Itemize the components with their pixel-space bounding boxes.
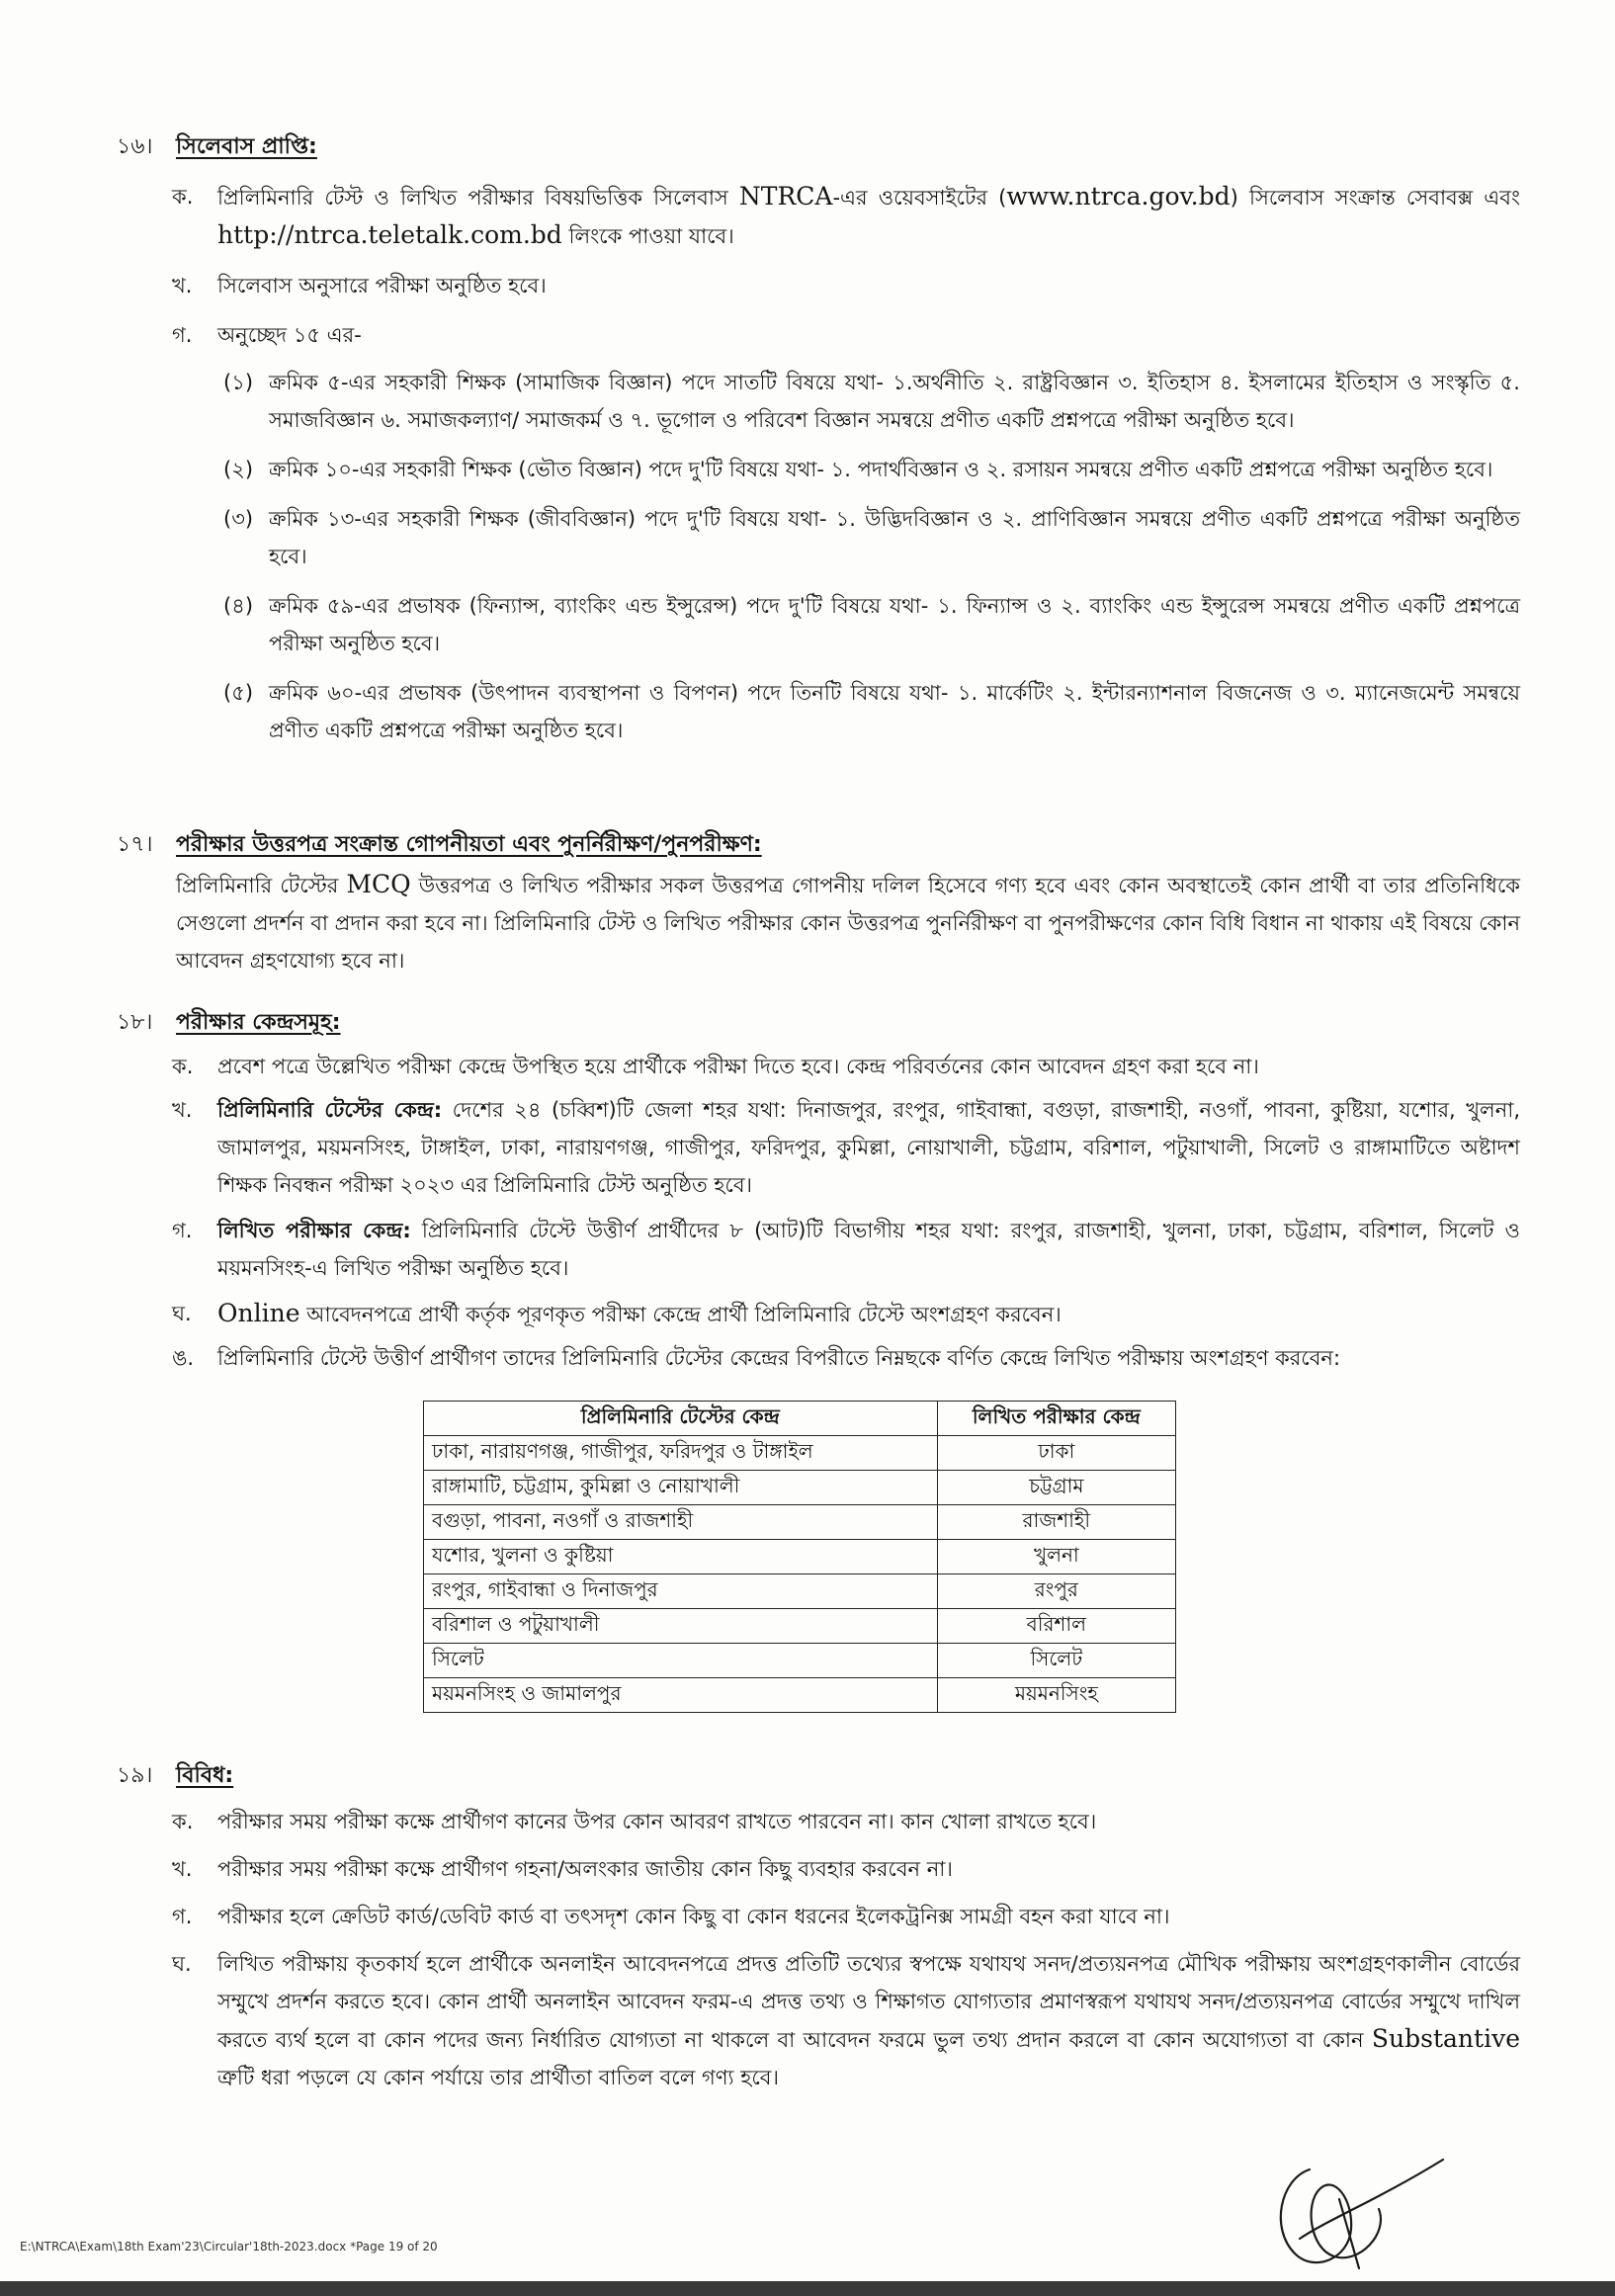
section-19 [117,1759,1520,2096]
section-title: পরীক্ষার কেন্দ্রসমূহ: [176,1010,341,1035]
latin-text: Substantive [1371,2024,1520,2053]
table-cell: ঢাকা, নারায়ণগঞ্জ, গাজীপুর, ফরিদপুর ও টাঙ্গাইল [424,1436,938,1471]
table-cell: খুলনা [937,1540,1175,1574]
item-text: প্রিলিমিনারি টেস্ট ও লিখিত পরীক্ষার বিষয়ভিত্তিক সিলেবাস NTRCA-এর ওয়েবসাইটের (www.ntrca.gov.bd) সিলেবাস সংক্রান্ত সেবাবক্স এবং http://ntrca.teletalk.com.bd লিংকে পাওয়া যাবে। [217,182,1520,249]
list-item [117,1803,1520,1840]
list-item [117,1091,1520,1204]
item-marker: ক. [172,1810,194,1833]
sub-item [223,500,1520,575]
item-text: প্রিলিমিনারি টেস্টে উত্তীর্ণ প্রার্থীগণ তাদের প্রিলিমিনারি টেস্টের কেন্দ্রের বিপরীতে নিম্নছকে বর্ণিত কেন্দ্রে লিখিত পরীক্ষায় অংশগ্রহণ করবেন: [217,1346,1341,1370]
item-label: লিখিত পরীক্ষার কেন্দ্র: [217,1219,411,1242]
table-cell: ময়মনসিংহ [937,1678,1175,1713]
latin-text: Online [217,1299,300,1327]
list-item [117,316,1520,354]
latin-text: NTRCA [738,182,833,211]
section-17 [117,828,1520,979]
website-link[interactable]: www.ntrca.gov.bd [1006,182,1231,211]
table-row [424,1644,1176,1678]
item-marker: ঘ. [172,1302,192,1325]
table-row [424,1609,1176,1644]
list-item [117,178,1520,255]
sub-item [223,451,1520,488]
item-marker: ক. [172,185,194,209]
item-marker: গ. [172,1905,193,1928]
section-18 [117,1006,1520,1377]
table-cell: চট্টগ্রাম [937,1471,1175,1505]
item-marker: ক. [172,1055,194,1078]
table-cell: রংপুর, গাইবান্ধা ও দিনাজপুর [424,1574,938,1609]
latin-text: MCQ [346,870,411,898]
item-marker: ঙ. [172,1346,195,1370]
table-row [424,1540,1176,1574]
section-title: সিলেবাস প্রাপ্তি: [176,134,317,159]
list-item [117,1048,1520,1085]
item-text: পরীক্ষার সময় পরীক্ষা কক্ষে প্রার্থীগণ কানের উপর কোন আবরণ রাখতে পারবেন না। কান খোলা রাখতে হবে। [217,1810,1097,1833]
section-16 [117,130,1520,749]
table-cell: সিলেট [937,1644,1175,1678]
item-text: অনুচ্ছেদ ১৫ এর- [217,323,362,347]
item-marker: গ. [172,1219,193,1242]
item-label: প্রিলিমিনারি টেস্টের কেন্দ্র: [217,1098,443,1122]
section-number: ১৮। [117,1010,153,1035]
footer-path: E:\NTRCA\Exam\18th Exam'23\Circular'18th-2023.docx *Page 19 of 20 [20,2240,438,2253]
scan-edge [0,2281,1615,2296]
table-row [424,1678,1176,1713]
sub-item [223,364,1520,439]
signature-icon [1240,2140,1448,2278]
list-item [117,1339,1520,1377]
table-row [424,1436,1176,1471]
table-cell: ঢাকা [937,1436,1175,1471]
section-number: ১৬। [117,134,153,159]
item-text: পরীক্ষার হলে ক্রেডিট কার্ড/ডেবিট কার্ড বা তৎসদৃশ কোন কিছু বা কোন ধরনের ইলেকট্রনিক্স সামগ্রী বহন করা যাবে না। [217,1905,1170,1928]
list-item [117,1898,1520,1935]
item-marker: ঘ. [172,1952,192,1976]
list-item [117,1850,1520,1888]
paragraph: প্রিলিমিনারি টেস্টের MCQ উত্তরপত্র ও লিখিত পরীক্ষার সকল উত্তরপত্র গোপনীয় দলিল হিসেবে গণ্য হবে এবং কোন অবস্থাতেই কোন প্রার্থী বা তার প্রতিনিধিকে সেগুলো প্রদর্শন বা প্রদান করা হবে না। প্রিলিমিনারি টেস্ট ও লিখিত পরীক্ষার কোন উত্তরপত্র পুনর্নিরীক্ষণ বা পুনপরীক্ষণের কোন বিধি বিধান না থাকায় এই বিষয়ে কোন আবেদন গ্রহণযোগ্য হবে না। [176,870,1520,973]
sub-text: ক্রমিক ১৩-এর সহকারী শিক্ষক (জীববিজ্ঞান) পদে দু'টি বিষয়ে যথা- ১. উদ্ভিদবিজ্ঞান ও ২. প্রাণিবিজ্ঞান সমন্বয়ে প্রণীত একটি প্রশ্নপত্রে পরীক্ষা অনুষ্ঠিত হবে। [269,507,1520,568]
sub-text: ক্রমিক ৫৯-এর প্রভাষক (ফিন্যান্স, ব্যাংকিং এন্ড ইন্সুরেন্স) পদে দু'টি বিষয়ে যথা- ১. ফিন্যান্স ও ২. ব্যাংকিং এন্ড ইন্সুরেন্স সমন্বয়ে প্রণীত একটি প্রশ্নপত্রে পরীক্ষা অনুষ্ঠিত হবে। [269,594,1520,655]
item-marker: খ. [172,1098,193,1122]
table-cell: সিলেট [424,1644,938,1678]
table-cell: রাঙ্গামাটি, চট্টগ্রাম, কুমিল্লা ও নোয়াখালী [424,1471,938,1505]
section-number: ১৭। [117,832,153,857]
sub-text: ক্রমিক ১০-এর সহকারী শিক্ষক (ভৌত বিজ্ঞান) পদে দু'টি বিষয়ে যথা- ১. পদার্থবিজ্ঞান ও ২. রসায়ন সমন্বয়ে প্রণীত একটি প্রশ্নপত্রে পরীক্ষা অনুষ্ঠিত হবে। [269,458,1493,481]
item-text: পরীক্ষার সময় পরীক্ষা কক্ষে প্রার্থীগণ গহনা/অলংকার জাতীয় কোন কিছু ব্যবহার করবেন না। [217,1857,953,1881]
table-cell: বরিশাল ও পটুয়াখালী [424,1609,938,1644]
sub-item [223,587,1520,662]
item-text: প্রবেশ পত্রে উল্লেখিত পরীক্ষা কেন্দ্রে উপস্থিত হয়ে প্রার্থীকে পরীক্ষা দিতে হবে। কেন্দ্র পরিবর্তনের কোন আবেদন গ্রহণ করা হবে না। [217,1055,1259,1078]
item-text: প্রিলিমিনারি টেস্টের কেন্দ্র: দেশের ২৪ (চব্বিশ)টি জেলা শহর যথা: দিনাজপুর, রংপুর, গাইবান্ধা, বগুড়া, রাজশাহী, নওগাঁ, পাবনা, কুষ্টিয়া, যশোর, খুলনা, জামালপুর, ময়মনসিংহ, টাঙ্গাইল, ঢাকা, নারায়ণগঞ্জ, গাজীপুর, ফরিদপুর, কুমিল্লা, নোয়াখালী, চট্টগ্রাম, বরিশাল, পটুয়াখালী, সিলেট ও রাঙ্গামাটিতে অষ্টাদশ শিক্ষক নিবন্ধন পরীক্ষা ২০২৩ এর প্রিলিমিনারি টেস্ট অনুষ্ঠিত হবে। [217,1098,1520,1197]
list-item [117,267,1520,304]
item-text: লিখিত পরীক্ষার কেন্দ্র: প্রিলিমিনারি টেস্টে উত্তীর্ণ প্রার্থীদের ৮ (আট)টি বিভাগীয় শহর যথা: রংপুর, রাজশাহী, খুলনা, ঢাকা, চট্টগ্রাম, বরিশাল, সিলেট ও ময়মনসিংহ-এ লিখিত পরীক্ষা অনুষ্ঠিত হবে। [217,1219,1520,1280]
table-row [424,1505,1176,1540]
table-cell: বরিশাল [937,1609,1175,1644]
section-number: ১৯। [117,1763,153,1788]
column-header: প্রিলিমিনারি টেস্টের কেন্দ্র [424,1402,938,1436]
table-cell: রাজশাহী [937,1505,1175,1540]
item-text: সিলেবাস অনুসারে পরীক্ষা অনুষ্ঠিত হবে। [217,274,547,298]
column-header: লিখিত পরীক্ষার কেন্দ্র [937,1402,1175,1436]
teletalk-link[interactable]: http://ntrca.teletalk.com.bd [217,220,562,249]
list-item [117,1212,1520,1287]
item-marker: খ. [172,1857,193,1881]
table-row [424,1574,1176,1609]
list-item [117,1945,1520,2096]
sub-text: ক্রমিক ৬০-এর প্রভাষক (উৎপাদন ব্যবস্থাপনা ও বিপণন) পদে তিনটি বিষয়ে যথা- ১. মার্কেটিং ২. ইন্টারন্যাশনাল বিজনেজ ও ৩. ম্যানেজমেন্ট সমন্বয়ে প্রণীত একটি প্রশ্নপত্রে পরীক্ষা অনুষ্ঠিত হবে। [269,681,1520,742]
item-marker: গ. [172,323,193,347]
table-cell: রংপুর [937,1574,1175,1609]
section-title: পরীক্ষার উত্তরপত্র সংক্রান্ত গোপনীয়তা এবং পুনর্নিরীক্ষণ/পুনপরীক্ষণ: [176,832,762,857]
section-title: বিবিধ: [176,1763,234,1788]
item-marker: খ. [172,274,193,298]
item-text: লিখিত পরীক্ষায় কৃতকার্য হলে প্রার্থীকে অনলাইন আবেদনপত্রে প্রদত্ত প্রতিটি তথ্যের স্বপক্ষে যথাযথ সনদ/প্রত্যয়নপত্র মৌখিক পরীক্ষায় অংশগ্রহণকালীন বোর্ডের সম্মুখে প্রদর্শন করতে হবে। কোন প্রার্থী অনলাইন আবেদন ফরম-এ প্রদত্ত তথ্য ও শিক্ষাগত যোগ্যতার প্রমাণস্বরূপ যথাযথ সনদ/প্রত্যয়নপত্র বোর্ডের সম্মুখে দাখিল করতে ব্যর্থ হলে বা কোন পদের জন্য নির্ধারিত যোগ্যতা না থাকলে বা আবেদন ফরমে ভুল তথ্য প্রদান করলে বা কোন অযোগ্যতা বা কোন Substantive ত্রুটি ধরা পড়লে যে কোন পর্যায়ে তার প্রার্থীতা বাতিল বলে গণ্য হবে। [217,1952,1520,2089]
sub-marker: (৪) [223,594,254,618]
sub-marker: (৩) [223,507,254,531]
table-cell: বগুড়া, পাবনা, নওগাঁ ও রাজশাহী [424,1505,938,1540]
table-row [424,1471,1176,1505]
item-text: Online আবেদনপত্রে প্রার্থী কর্তৃক পূরণকৃত পরীক্ষা কেন্দ্রে প্রার্থী প্রিলিমিনারি টেস্টে অংশগ্রহণ করবেন। [217,1299,1062,1327]
table-header-row [424,1402,1176,1436]
sub-marker: (২) [223,458,254,481]
list-item [117,1295,1520,1333]
sub-marker: (৫) [223,681,254,705]
exam-centre-table [423,1401,1176,1713]
sub-item [223,674,1520,749]
sub-text: ক্রমিক ৫-এর সহকারী শিক্ষক (সামাজিক বিজ্ঞান) পদে সাতটি বিষয়ে যথা- ১.অর্থনীতি ২. রাষ্ট্রবিজ্ঞান ৩. ইতিহাস ৪. ইসলামের ইতিহাস ও সংস্কৃতি ৫. সমাজবিজ্ঞান ৬. সমাজকল্যাণ/ সমাজকর্ম ও ৭. ভূগোল ও পরিবেশ বিজ্ঞান সমন্বয়ে প্রণীত একটি প্রশ্নপত্রে পরীক্ষা অনুষ্ঠিত হবে। [269,371,1520,432]
table-cell: যশোর, খুলনা ও কুষ্টিয়া [424,1540,938,1574]
table-cell: ময়মনসিংহ ও জামালপুর [424,1678,938,1713]
sub-marker: (১) [223,371,254,394]
